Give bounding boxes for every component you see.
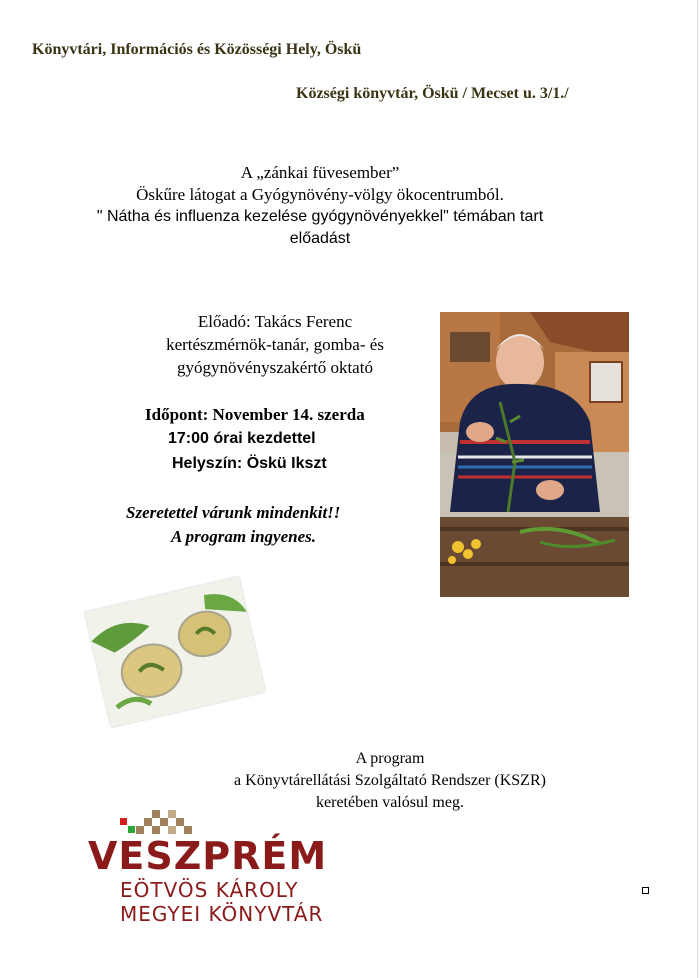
intro-block	[20, 162, 620, 250]
anchor-marker-icon	[642, 887, 649, 894]
presenter-photo	[440, 312, 629, 597]
free-program-line: A program ingyenes.	[171, 527, 316, 546]
logo-name: VESZPRÉM	[88, 834, 328, 878]
page-edge	[697, 0, 698, 978]
event-time: Időpont: November 14. szerda	[145, 405, 365, 424]
footer-line-1: A program	[355, 750, 425, 767]
intro-line-3: " Nátha és influenza kezelése gyógynövényekkel" témában tart	[96, 208, 544, 225]
footer-line-2: a Könyvtárellátási Szolgáltató Rendszer (KSZR)	[234, 772, 546, 789]
presenter-block	[120, 310, 430, 379]
footer-block	[190, 748, 590, 814]
intro-line-4: előadást	[289, 230, 351, 247]
tea-photo	[85, 577, 265, 728]
presenter-name: Előadó: Takács Ferenc	[197, 312, 353, 331]
address-line: Községi könyvtár, Öskü / Mecset u. 3/1./	[296, 85, 569, 102]
presenter-specialty: gyógynövényszakértő oktató	[177, 358, 373, 377]
logo-sub-2: MEGYEI KÖNYVTÁR	[120, 902, 324, 926]
logo-sub-1: EÖTVÖS KÁROLY	[120, 878, 299, 902]
invite-line: Szeretettel várunk mindenkit!!	[126, 503, 341, 522]
intro-line-1: A „zánkai füvesember”	[240, 163, 400, 182]
event-venue: Helyszín: Öskü Ikszt	[172, 455, 327, 472]
org-line: Könyvtári, Információs és Közösségi Hely, Öskü	[32, 41, 362, 58]
library-logo	[88, 808, 388, 928]
presenter-title: kertészmérnök-tanár, gomba- és	[166, 335, 384, 354]
footer-line-3: keretében valósul meg.	[316, 794, 464, 811]
intro-line-2: Öskűre látogat a Gyógynövény-völgy ökocentrumból.	[136, 185, 504, 204]
event-start: 17:00 órai kezdettel	[168, 430, 316, 447]
